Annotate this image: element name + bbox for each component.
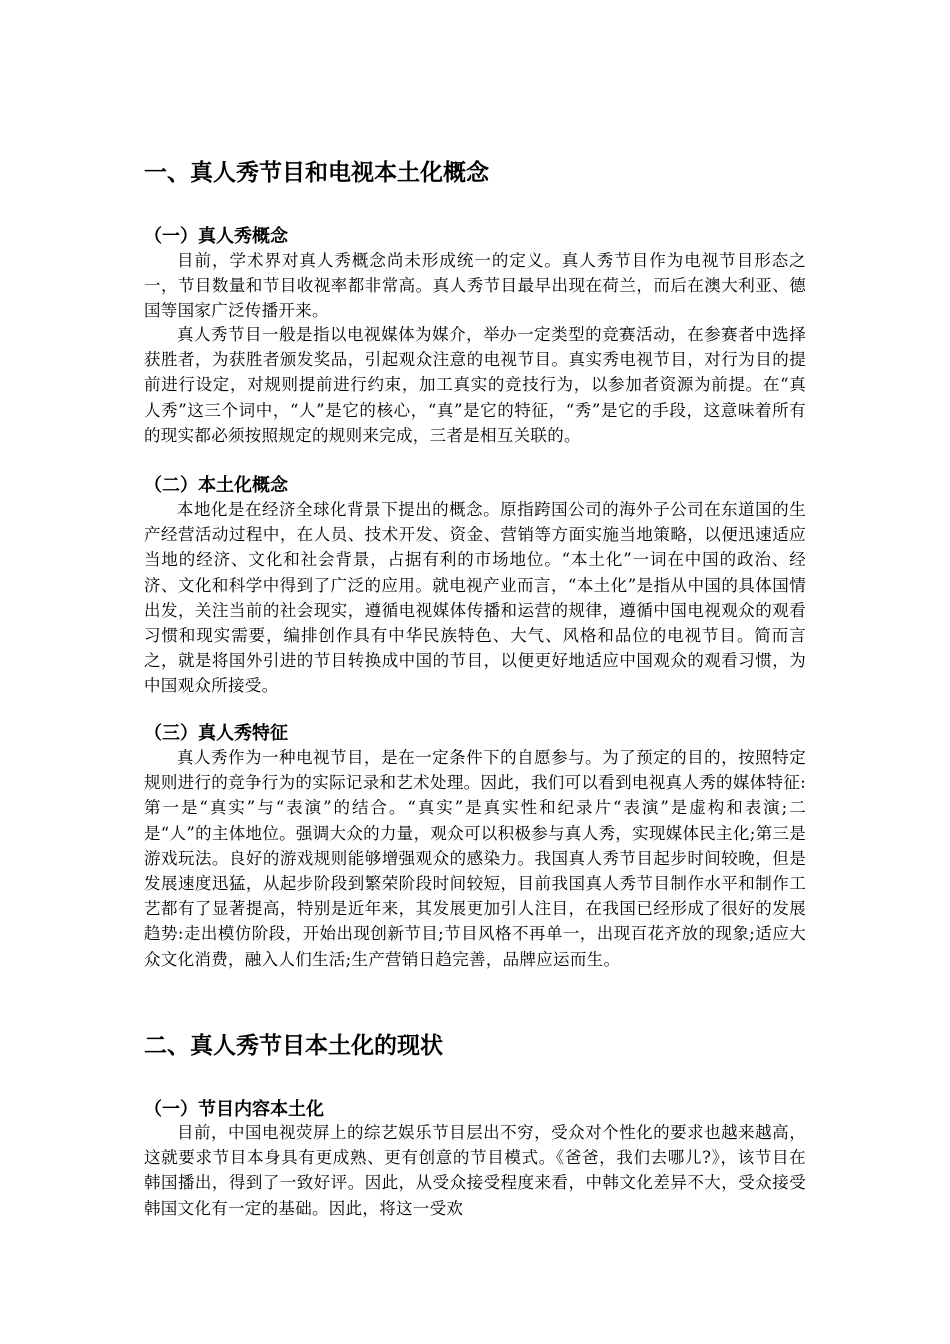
section-heading-2: 二、真人秀节目本土化的现状 (144, 1033, 443, 1059)
paragraph: 目前，学术界对真人秀概念尚未形成统一的定义。真人秀节目作为电视节目形态之一，节目数量和节目收视率都非常高。真人秀节目最早出现在荷兰，而后在澳大利亚、德国等国家广泛传播开来。 (144, 251, 806, 321)
subsection-heading-reality-show-concept: （一）真人秀概念 (144, 226, 288, 247)
paragraph: 本地化是在经济全球化背景下提出的概念。原指跨国公司的海外子公司在东道国的生产经营活动过程中，在人员、技术开发、资金、营销等方面实施当地策略，以便迅速适应当地的经济、文化和社会背景，占据有利的市场地位。“本土化”一词在中国的政治、经济、文化和科学中得到了广泛的应用。就电视产业而言，“本土化”是指从中国的具体国情出发，关注当前的社会现实，遵循电视媒体传播和运营的规律，遵循中国电视观众的观看习惯和现实需要，编排创作具有中华民族特色、大气、风格和品位的电视节目。简而言之，就是将国外引进的节目转换成中国的节目，以便更好地适应中国观众的观看习惯，为中国观众所接受。 (144, 500, 806, 696)
subsection-heading-localization-concept: （二）本土化概念 (144, 475, 288, 496)
subsection-heading-reality-show-features: （三）真人秀特征 (144, 723, 288, 744)
paragraph: 真人秀节目一般是指以电视媒体为媒介，举办一定类型的竞赛活动，在参赛者中选择获胜者，为获胜者颁发奖品，引起观众注意的电视节目。真实秀电视节目，对行为目的提前进行设定，对规则提前进行约束，加工真实的竞技行为，以参加者资源为前提。在“真人秀”这三个词中，“人”是它的核心，“真”是它的特征，“秀”是它的手段，这意味着所有的现实都必须按照规定的规则来完成，三者是相互关联的。 (144, 325, 806, 445)
section-heading-1: 一、真人秀节目和电视本土化概念 (144, 160, 489, 186)
paragraph: 目前，中国电视荧屏上的综艺娱乐节目层出不穷，受众对个性化的要求也越来越高，这就要求节目本身具有更成熟、更有创意的节目模式。《爸爸，我们去哪儿?》，该节目在韩国播出，得到了一致好评。因此，从受众接受程度来看，中韩文化差异不大，受众接受韩国文化有一定的基础。因此，将这一受欢 (144, 1123, 806, 1218)
paragraph: 真人秀作为一种电视节目，是在一定条件下的自愿参与。为了预定的目的，按照特定规则进行的竞争行为的实际记录和艺术处理。因此，我们可以看到电视真人秀的媒体特征:第一是“真实”与“表演”的结合。“真实”是真实性和纪录片“表演”是虚构和表演;二是“人”的主体地位。强调大众的力量，观众可以积极参与真人秀，实现媒体民主化;第三是游戏玩法。良好的游戏规则能够增强观众的感染力。我国真人秀节目起步时间较晚，但是发展速度迅猛，从起步阶段到繁荣阶段时间较短，目前我国真人秀节目制作水平和制作工艺都有了显著提高，特别是近年来，其发展更加引人注目，在我国已经形成了很好的发展趋势:走出模仿阶段，开始出现创新节目;节目风格不再单一，出现百花齐放的现象;适应大众文化消费，融入人们生活;生产营销日趋完善，品牌应运而生。 (144, 748, 806, 969)
subsection-heading-content-localization: （一）节目内容本土化 (144, 1099, 324, 1120)
